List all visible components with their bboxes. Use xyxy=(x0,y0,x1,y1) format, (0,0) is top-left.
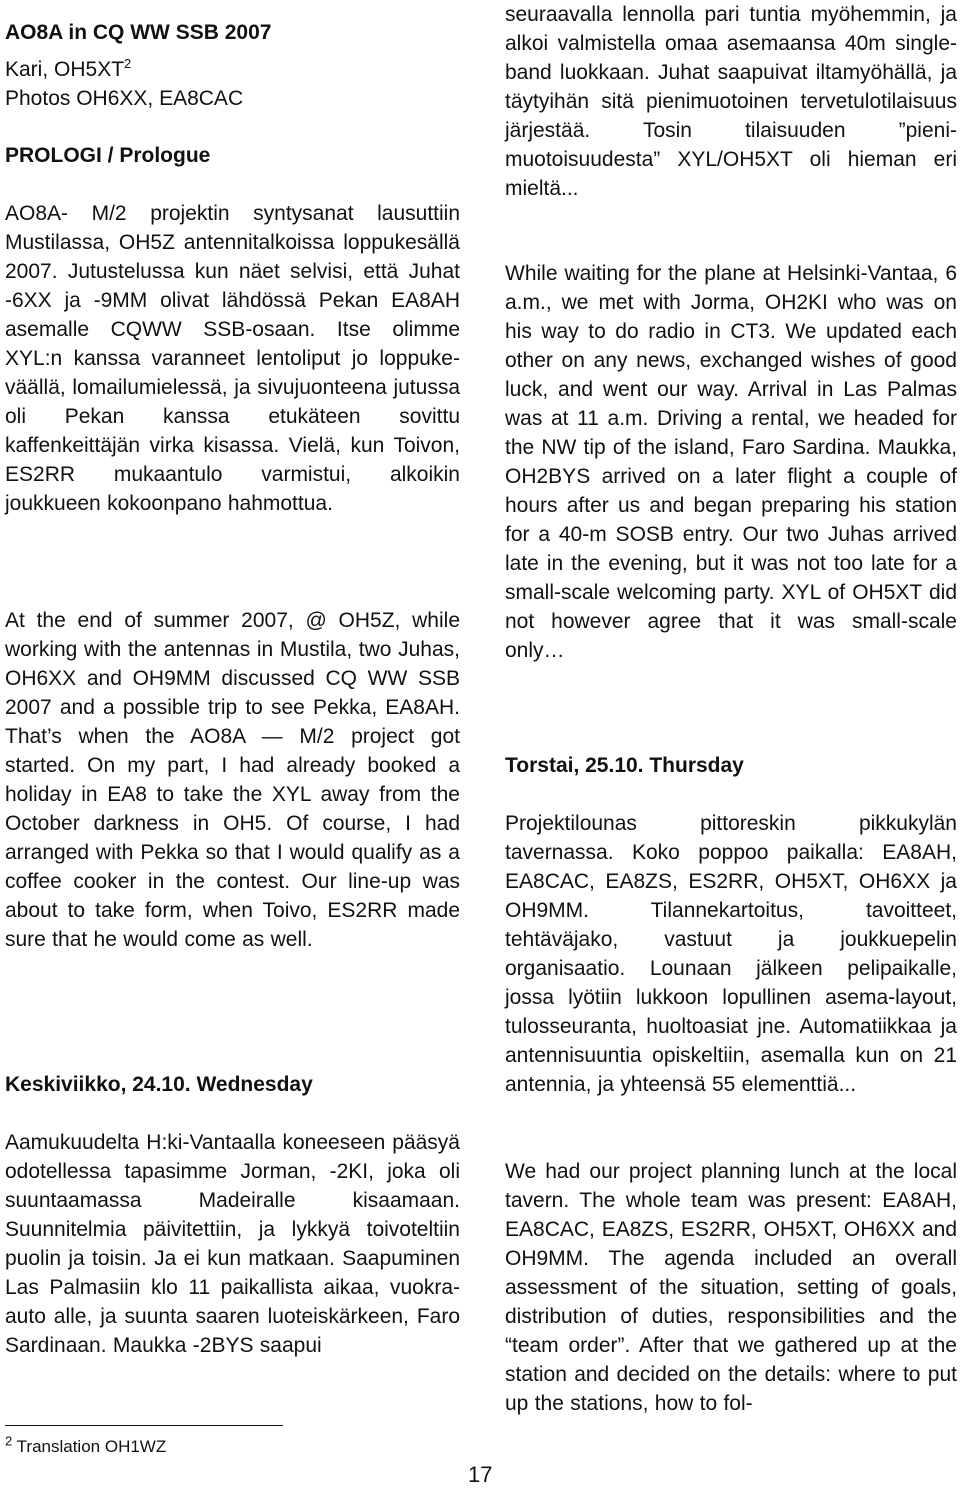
paragraph-en-wednesday: While waiting for the plane at Helsinki-Vantaa, 6 a.m., we met with Jorma, OH2KI who was on his way to do radio in CT3. We updated each other on any news, exchanged wishes of good luck, and went our way. Arrival in Las Palmas was at 11 a.m. Driving a rental, we headed for the NW tip of the island, Faro Sardina. Maukka, OH2BYS arrived on a later flight a couple of hours after us and began preparing his station for a 40-m SOSB entry. Our two Juhas arrived late in the evening, but it was not too late for a small-scale welcoming party. XYL of OH5XT did not however agree that it was small-scale only… xyxy=(505,262,957,662)
photo-credits: Photos OH6XX, EA8CAC xyxy=(5,87,244,110)
footnote xyxy=(5,1433,167,1458)
footnote-text: Translation OH1WZ xyxy=(16,1437,167,1456)
paragraph-en-prologue: At the end of summer 2007, @ OH5Z, while working with the antennas in Mustila, two Juhas, OH6XX and OH9MM discussed CQ WW SSB 2007 and a possible trip to see Pekka, EA8AH. That’s when the AO8A — M/2 project got started. On my part, I had already booked a holiday in EA8 to take the XYL away from the October darkness in OH5. Of course, I had arranged with Pekka so that I would qualify as a coffee cooker in the contest. Our line-up was about to take form, when Toivo, ES2RR made sure that he would come as well. xyxy=(5,609,460,951)
paragraph-fi-wednesday: Aamukuudelta H:ki-Vantaalla koneeseen pääsyä odotellessa tapasimme Jorman, -2KI, joka oli suuntaamassa Madeiralle kisaamaan. Suunnitelmia päivitettiin, ja lykkyä toivoteltiin puolin ja toisin. Ja ei kun matkaan. Saapuminen Las Palmasiin klo 11 paikallista aikaa, vuokra-auto alle, ja suunta saaren luoteiskärkeen, Faro Sardinaan. Maukka -2BYS saapui xyxy=(5,1131,460,1357)
footnote-rule xyxy=(5,1425,283,1426)
paragraph-fi-thursday: Projektilounas pittoreskin pikkukylän tavernassa. Koko poppoo paikalla: EA8AH, EA8CAC, EA8ZS, ES2RR, OH5XT, OH6XX ja OH9MM. Tilannekartoitus, tavoitteet, tehtäväjako, vastuut ja joukkuepelin organisaatio. Lounaan jälkeen pelipaikalle, jossa lyötiin lukkoon lopullinen asema-layout, tulosseuranta, huoltoasiat jne. Automatiikkaa ja antennisuuntia opiskeltiin, asemalla kun on 21 antennia, ja yhteensä 55 elementtiä... xyxy=(505,812,957,1096)
thursday-heading: Torstai, 25.10. Thursday xyxy=(505,754,744,777)
paragraph-fi-prologue: AO8A- M/2 projektin syntysanat lausuttiin Mustilassa, OH5Z antennitalkoissa loppukesällä 2007. Jutustelussa kun näet selvisi, että Juhat -6XX ja -9MM olivat lähdössä Pekan EA8AH asemalle CQWW SSB-osaan. Itse olimme XYL:n kanssa varanneet lentoliput jo loppukeväällä, lomailumielessä, ja sivujuonteena jutussa oli Pekan kanssa etukäteen sovittu kaffenkeittäjän virka kisassa. Vielä, kun Toivon, ES2RR mukaantulo varmistui, alkoikin joukkueen kokoonpano hahmottua. xyxy=(5,202,460,515)
author-name: Kari, OH5XT xyxy=(5,58,125,81)
article-author xyxy=(5,55,131,84)
paragraph-fi-wednesday-cont: seuraavalla lennolla pari tuntia myöhemmin, ja alkoi valmistella omaa asemaansa 40m single-band luokkaan. Juhat saapuivat iltamyöhällä, ja täytyihän sitä pienimuotoinen tervetulotilaisuus järjestää. Tosin tilaisuuden ”pienimuotoisuudesta” XYL/OH5XT oli hieman eri mieltä... xyxy=(505,3,957,200)
prologue-heading: PROLOGI / Prologue xyxy=(5,144,211,167)
article-title: AO8A in CQ WW SSB 2007 xyxy=(5,21,272,44)
paragraph-en-thursday: We had our project planning lunch at the local tavern. The whole team was present: EA8AH, EA8CAC, EA8ZS, ES2RR, OH5XT, OH6XX and OH9MM. The agenda included an overall assessment of the situation, setting of goals, distribution of duties, responsibilities and the “team order”. After that we gathered up at the station and decided on the details: where to put up the stations, how to fol- xyxy=(505,1160,957,1415)
page-number: 17 xyxy=(468,1462,493,1487)
footnote-mark: 2 xyxy=(5,1433,13,1449)
footnote-ref: 2 xyxy=(124,56,132,71)
wednesday-heading: Keskiviikko, 24.10. Wednesday xyxy=(5,1073,313,1096)
